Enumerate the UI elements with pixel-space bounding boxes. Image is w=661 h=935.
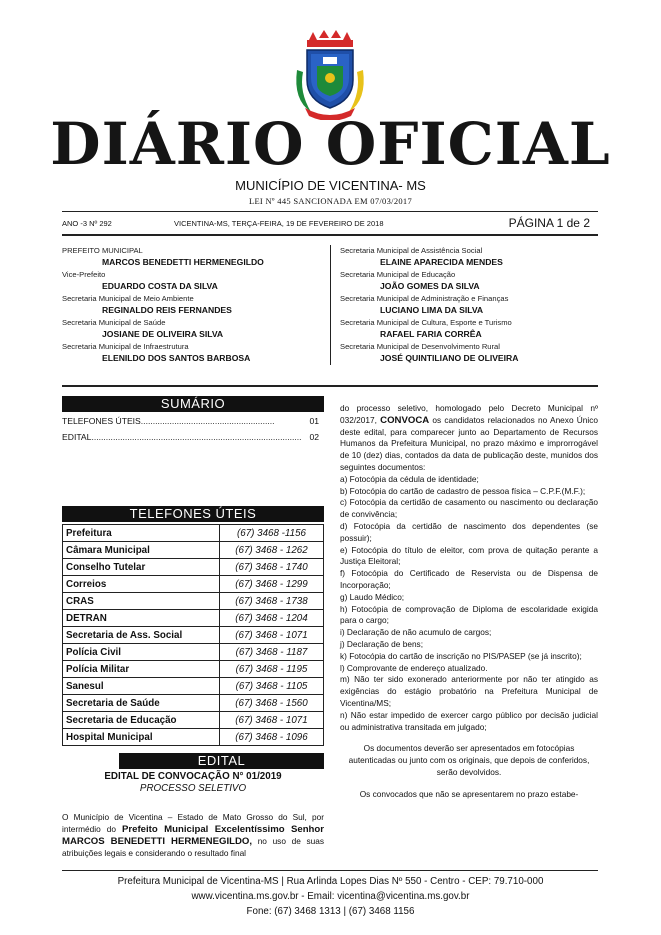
officials-right-column [340,245,598,365]
phone-number: (67) 3468 - 1071 [220,712,324,729]
convocation-text: os candidatos relacionados no Anexo Único deste edital, para comparecer junto ao Departamento de Recursos Humanos da Prefeitura Municipal, no prazo máximo e improrrogável de 10 (dez) dias, contados da data de publicação deste, munidos dos seguintes documentos: [340,414,598,472]
phone-entity-name: Hospital Municipal [63,729,220,746]
phone-number: (67) 3468 - 1187 [220,644,324,661]
sumario-item[interactable]: EDITAL........................................................................................ 02 [62,432,319,442]
document-item: b) Fotocópia do cartão de cadastro de pessoa física – C.P.F.(M.F.); [340,485,586,496]
footer-divider [62,870,598,871]
document-item: m) Não ter sido exonerado anteriormente por não ter atingido as exigências do estágio probatório na Prefeitura Municipal de Vicentina/MS; [340,674,598,708]
phone-entity-name: Secretaria de Ass. Social [63,627,220,644]
official-role: Secretaria Municipal de Educação [340,270,456,279]
official-role: Vice-Prefeito [62,270,106,279]
document-item: d) Fotocópia da certidão de nascimento dos dependentes (se possuir); [340,520,598,543]
official-role: PREFEITO MUNICIPAL [62,246,143,255]
document-item: e) Fotocópia do título de eleitor, com prova de quitação perante a Justiça Eleitoral; [340,544,598,567]
official-role: Secretaria Municipal de Meio Ambiente [62,294,194,303]
divider [62,234,598,236]
phone-row [63,729,324,746]
municipality-name: MUNICÍPIO DE VICENTINA- MS [235,178,426,193]
phone-entity-name: Prefeitura [63,525,220,542]
official-role: Secretaria Municipal de Infraestrutura [62,342,189,351]
phone-number: (67) 3468 - 1560 [220,695,324,712]
edital-intro-paragraph [62,812,324,860]
phone-entity-name: CRAS [63,593,220,610]
official-name: LUCIANO LIMA DA SILVA [380,305,484,315]
phone-row [63,525,324,542]
footer-address: Prefeitura Municipal de Vicentina-MS | Rua Arlinda Lopes Dias Nº 550 - Centro - CEP: 79.710-000 [117,876,544,887]
sumario-item-label: EDITAL [62,432,92,442]
document-item: h) Fotocópia de comprovação de Diploma de escolaridade exigida para o cargo; [340,603,598,626]
phone-number: (67) 3468 -1156 [220,525,324,542]
phone-entity-name: Polícia Civil [63,644,220,661]
official-name: RAFAEL FARIA CORRÊA [380,329,482,339]
official-role: Secretaria Municipal de Cultura, Esporte e Turismo [340,318,512,327]
edital-heading: EDITAL [119,753,324,769]
phone-row [63,644,324,661]
phone-row [63,695,324,712]
law-reference: LEI Nº 445 SANCIONADA EM 07/03/2017 [248,196,413,206]
phone-row [63,627,324,644]
phone-number: (67) 3468 - 1096 [220,729,324,746]
phone-entity-name: Correios [63,576,220,593]
document-item: n) Não estar impedido de exercer cargo público por decisão judicial ou administrativa transitada em julgado; [340,709,598,732]
convocation-paragraph [340,403,598,474]
phone-row [63,610,324,627]
official-name: JOSÉ QUINTILIANO DE OLIVEIRA [380,353,519,363]
phone-directory-table [62,524,324,746]
page-number: PÁGINA 1 de 2 [508,216,590,230]
phone-number: (67) 3468 - 1204 [220,610,324,627]
phone-number: (67) 3468 - 1195 [220,661,324,678]
phone-number: (67) 3468 - 1738 [220,593,324,610]
footer-phones: Fone: (67) 3468 1313 | (67) 3468 1156 [246,906,415,917]
last-line: Os convocados que não se apresentarem no prazo estabe- [359,788,579,799]
document-item: j) Declaração de bens; [340,638,424,649]
official-name: JOÃO GOMES DA SILVA [380,281,480,291]
phone-entity-name: Polícia Militar [63,661,220,678]
official-name: ELENILDO DOS SANTOS BARBOSA [102,353,251,363]
official-name: JOSIANE DE OLIVEIRA SILVA [102,329,224,339]
phone-entity-name: Secretaria de Saúde [63,695,220,712]
phone-row [63,661,324,678]
phone-row [63,678,324,695]
sumario-heading: SUMÁRIO [62,396,324,412]
municipal-coat-of-arms-icon [289,30,371,120]
document-item: a) Fotocópia da cédula de identidade; [340,473,479,484]
convocation-text: do processo seletivo, homologado pelo Decreto Municipal nº 032/2017, [340,403,598,425]
divider [62,211,598,212]
masthead-title: DIÁRIO OFICIAL [50,110,611,178]
phone-row [63,593,324,610]
document-item: g) Laudo Médico; [340,591,405,602]
phone-entity-name: Conselho Tutelar [63,559,220,576]
official-name: ELAINE APARECIDA MENDES [380,257,503,267]
document-item: i) Declaração de não acumulo de cargos; [340,627,492,638]
telefones-heading: TELEFONES ÚTEIS [62,506,324,522]
phone-number: (67) 3468 - 1105 [220,678,324,695]
phone-entity-name: Sanesul [63,678,220,695]
edital-subtitle: PROCESSO SELETIVO [139,783,247,794]
intro-text: O Município de Vicentina – Estado de Mato Grosso do Sul, por intermédio do [62,812,324,834]
documents-list [340,474,598,734]
phone-row [63,542,324,559]
phone-number: (67) 3468 - 1740 [220,559,324,576]
phone-entity-name: DETRAN [63,610,220,627]
edital-title: EDITAL DE CONVOCAÇÃO N° 01/2019 [104,771,282,782]
official-name: EDUARDO COSTA DA SILVA [102,281,218,291]
intro-text: no uso de suas atribuições legais e considerando o resultado final [62,835,324,858]
sumario-item-page: 02 [309,432,319,442]
intro-bold-text: Prefeito Municipal Excelentíssimo Senhor MARCOS BENEDETTI HERMENEGILDO, [62,823,325,847]
officials-left-column [62,245,331,365]
official-role: Secretaria Municipal de Saúde [62,318,166,327]
document-item: c) Fotocópia da certidão de casamento ou nascimento ou declaração de convivência; [340,497,598,520]
official-name: REGINALDO REIS FERNANDES [102,305,232,315]
official-role: Secretaria Municipal de Administração e Finanças [340,294,509,303]
documents-note: Os documentos deverão ser apresentados em fotocópias autenticadas ou junto com os originais, que depois de conferidos, serão devolvidos. [348,743,590,777]
phone-entity-name: Câmara Municipal [63,542,220,559]
document-item: k) Fotocópia do cartão de inscrição no PIS/PASEP (se já inscrito); [340,650,582,661]
sumario-item[interactable]: TELEFONES ÚTEIS........................................................ 01 [62,416,319,426]
footer-contact[interactable]: www.vicentina.ms.gov.br - Email: vicentina@vicentina.ms.gov.br [191,891,470,902]
sumario-item-label: TELEFONES ÚTEIS [62,416,141,426]
issue-info-row [62,216,598,232]
convoca-keyword: CONVOCA [380,414,430,426]
phone-number: (67) 3468 - 1299 [220,576,324,593]
phone-row [63,712,324,729]
document-item: f) Fotocópia do Certificado de Reservista ou de Dispensa de Incorporação; [340,568,598,590]
phone-row [63,576,324,593]
sumario-item-page: 01 [309,416,319,426]
official-role: Secretaria Municipal de Desenvolvimento Rural [340,342,500,351]
document-item: l) Comprovante de endereço atualizado. [340,662,488,673]
phone-entity-name: Secretaria de Educação [63,712,220,729]
phone-row [63,559,324,576]
dateline: VICENTINA-MS, TERÇA-FEIRA, 19 DE FEVEREIRO DE 2018 [174,219,384,228]
phone-number: (67) 3468 - 1071 [220,627,324,644]
phone-number: (67) 3468 - 1262 [220,542,324,559]
edital-continuation-column [340,403,598,801]
official-role: Secretaria Municipal de Assistência Social [340,246,483,255]
divider [62,385,598,387]
edition-number: ANO -3 Nº 292 [62,219,112,228]
official-name: MARCOS BENEDETTI HERMENEGILDO [102,257,264,267]
